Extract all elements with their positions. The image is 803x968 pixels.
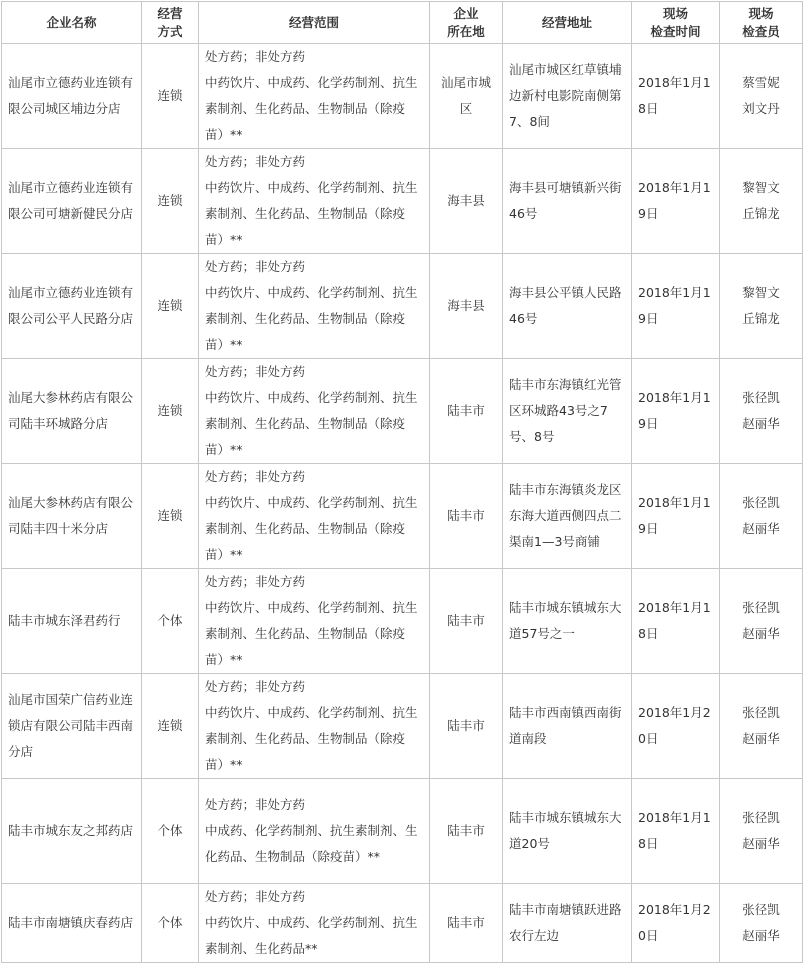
address-cell: 陆丰市东海镇红光管区环城路43号之7号、8号 xyxy=(503,359,632,464)
company-name-cell: 汕尾大参林药店有限公司陆丰环城路分店 xyxy=(2,359,142,464)
location-cell: 海丰县 xyxy=(430,149,503,254)
address-cell: 海丰县公平镇人民路46号 xyxy=(503,254,632,359)
header-company-name: 企业名称 xyxy=(2,2,142,44)
business-scope-cell: 处方药；非处方药 中药饮片、中成药、化学药制剂、抗生素制剂、生化药品、生物制品（除疫苗）** xyxy=(199,149,430,254)
company-name-cell: 汕尾大参林药店有限公司陆丰四十米分店 xyxy=(2,464,142,569)
header-inspector: 现场 检查员 xyxy=(720,2,803,44)
company-name-cell: 汕尾市国荣广信药业连锁店有限公司陆丰西南分店 xyxy=(2,674,142,779)
business-mode-cell: 个体 xyxy=(142,569,199,674)
location-cell: 陆丰市 xyxy=(430,569,503,674)
inspection-time-cell: 2018年1月19日 xyxy=(632,464,720,569)
business-scope-cell: 处方药；非处方药 中成药、化学药制剂、抗生素制剂、生化药品、生物制品（除疫苗）** xyxy=(199,779,430,884)
address-cell: 陆丰市南塘镇跃进路农行左边 xyxy=(503,884,632,963)
header-business-scope: 经营范围 xyxy=(199,2,430,44)
business-mode-cell: 个体 xyxy=(142,884,199,963)
table-row xyxy=(2,149,803,254)
address-cell: 陆丰市城东镇城东大道57号之一 xyxy=(503,569,632,674)
table-row xyxy=(2,569,803,674)
company-name-cell: 陆丰市城东友之邦药店 xyxy=(2,779,142,884)
business-scope-cell: 处方药；非处方药 中药饮片、中成药、化学药制剂、抗生素制剂、生化药品、生物制品（除疫苗）** xyxy=(199,674,430,779)
inspector-cell: 蔡雪妮 刘文丹 xyxy=(720,44,803,149)
inspector-cell: 黎智文 丘锦龙 xyxy=(720,254,803,359)
inspection-time-cell: 2018年1月20日 xyxy=(632,884,720,963)
business-scope-cell: 处方药；非处方药 中药饮片、中成药、化学药制剂、抗生素制剂、生化药品、生物制品（除疫苗）** xyxy=(199,569,430,674)
company-name-cell: 汕尾市立德药业连锁有限公司城区埔边分店 xyxy=(2,44,142,149)
business-scope-cell: 处方药；非处方药 中药饮片、中成药、化学药制剂、抗生素制剂、生化药品、生物制品（除疫苗）** xyxy=(199,44,430,149)
location-cell: 汕尾市城区 xyxy=(430,44,503,149)
header-business-mode: 经营 方式 xyxy=(142,2,199,44)
company-name-cell: 陆丰市城东泽君药行 xyxy=(2,569,142,674)
business-mode-cell: 连锁 xyxy=(142,44,199,149)
table-row xyxy=(2,674,803,779)
company-name-cell: 汕尾市立德药业连锁有限公司公平人民路分店 xyxy=(2,254,142,359)
header-address: 经营地址 xyxy=(503,2,632,44)
location-cell: 海丰县 xyxy=(430,254,503,359)
company-name-cell: 汕尾市立德药业连锁有限公司可塘新健民分店 xyxy=(2,149,142,254)
inspection-time-cell: 2018年1月18日 xyxy=(632,44,720,149)
table-row xyxy=(2,359,803,464)
business-mode-cell: 个体 xyxy=(142,779,199,884)
header-location: 企业 所在地 xyxy=(430,2,503,44)
inspection-time-cell: 2018年1月18日 xyxy=(632,779,720,884)
inspector-cell: 黎智文 丘锦龙 xyxy=(720,149,803,254)
inspection-time-cell: 2018年1月20日 xyxy=(632,674,720,779)
inspection-time-cell: 2018年1月19日 xyxy=(632,359,720,464)
header-inspection-time: 现场 检查时间 xyxy=(632,2,720,44)
location-cell: 陆丰市 xyxy=(430,674,503,779)
table-row xyxy=(2,254,803,359)
table-row xyxy=(2,779,803,884)
location-cell: 陆丰市 xyxy=(430,464,503,569)
business-mode-cell: 连锁 xyxy=(142,254,199,359)
address-cell: 陆丰市西南镇西南街道南段 xyxy=(503,674,632,779)
inspection-time-cell: 2018年1月18日 xyxy=(632,569,720,674)
address-cell: 陆丰市城东镇城东大道20号 xyxy=(503,779,632,884)
business-mode-cell: 连锁 xyxy=(142,674,199,779)
location-cell: 陆丰市 xyxy=(430,779,503,884)
address-cell: 汕尾市城区红草镇埔边新村电影院南侧第7、8间 xyxy=(503,44,632,149)
business-scope-cell: 处方药；非处方药 中药饮片、中成药、化学药制剂、抗生素制剂、生化药品、生物制品（除疫苗）** xyxy=(199,464,430,569)
inspector-cell: 张径凯 赵丽华 xyxy=(720,359,803,464)
inspector-cell: 张径凯 赵丽华 xyxy=(720,569,803,674)
inspection-time-cell: 2018年1月19日 xyxy=(632,149,720,254)
location-cell: 陆丰市 xyxy=(430,884,503,963)
table-row xyxy=(2,44,803,149)
header-row xyxy=(2,2,803,44)
inspector-cell: 张径凯 赵丽华 xyxy=(720,884,803,963)
inspector-cell: 张径凯 赵丽华 xyxy=(720,674,803,779)
business-scope-cell: 处方药；非处方药 中药饮片、中成药、化学药制剂、抗生素制剂、生化药品、生物制品（除疫苗）** xyxy=(199,254,430,359)
inspector-cell: 张径凯 赵丽华 xyxy=(720,779,803,884)
table-row xyxy=(2,464,803,569)
address-cell: 陆丰市东海镇炎龙区东海大道西侧四点二渠南1—3号商铺 xyxy=(503,464,632,569)
business-mode-cell: 连锁 xyxy=(142,359,199,464)
business-scope-cell: 处方药；非处方药 中药饮片、中成药、化学药制剂、抗生素制剂、生化药品、生物制品（除疫苗）** xyxy=(199,359,430,464)
company-name-cell: 陆丰市南塘镇庆春药店 xyxy=(2,884,142,963)
address-cell: 海丰县可塘镇新兴街46号 xyxy=(503,149,632,254)
inspection-time-cell: 2018年1月19日 xyxy=(632,254,720,359)
business-mode-cell: 连锁 xyxy=(142,149,199,254)
inspector-cell: 张径凯 赵丽华 xyxy=(720,464,803,569)
business-mode-cell: 连锁 xyxy=(142,464,199,569)
table-row xyxy=(2,884,803,963)
location-cell: 陆丰市 xyxy=(430,359,503,464)
business-scope-cell: 处方药；非处方药 中药饮片、中成药、化学药制剂、抗生素制剂、生化药品** xyxy=(199,884,430,963)
inspection-table xyxy=(1,1,803,963)
